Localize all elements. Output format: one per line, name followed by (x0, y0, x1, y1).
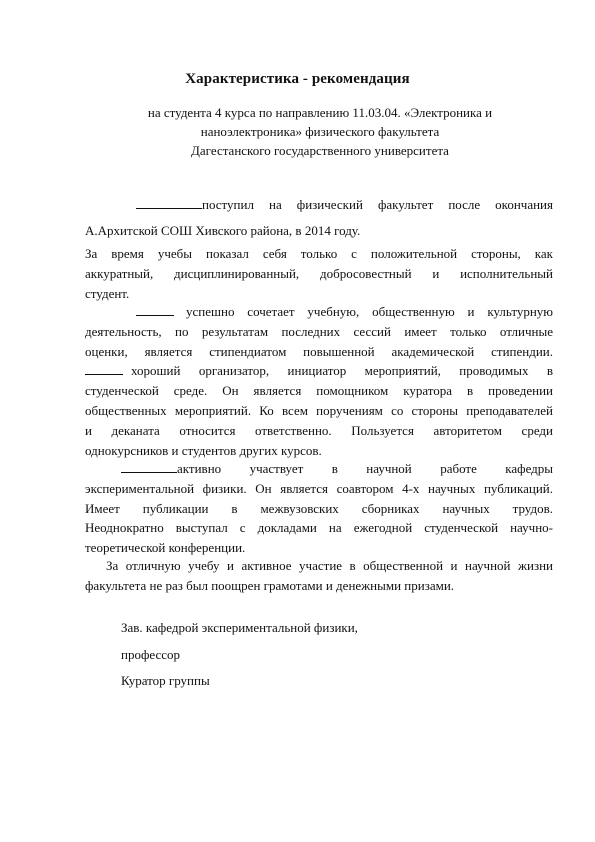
paragraph-text: хороший организатор, инициатор мероприятий, проводимых в (131, 363, 553, 379)
subtitle-line: наноэлектроника» физического факультета (200, 124, 440, 139)
paragraph-line: студенческой среде. Он является помощником куратора в проведении (85, 383, 553, 399)
paragraph-line: общественных мероприятий. Ко всем поручениям со стороны преподавателей (85, 402, 553, 418)
subtitle-line: Дагестанского государственного университета (191, 143, 449, 158)
paragraph-text: успешно сочетает учебную, общественную и культурную (186, 304, 553, 319)
paragraph-line: однокурсников и студентов других курсов. (85, 442, 322, 458)
name-blank (136, 196, 202, 209)
paragraph-line: факультета не раз был поощрен грамотами и денежными призами. (85, 577, 455, 593)
paragraph-line: и деканата относится ответственно. Пользуется авторитетом среди (85, 422, 553, 438)
paragraph-line: аккуратный, дисциплинированный, добросовестный и исполнительный (85, 265, 553, 281)
paragraph-line (85, 195, 553, 215)
paragraph-line (85, 361, 553, 381)
paragraph-text: участвует (249, 461, 304, 476)
document-title: Характеристика - рекомендация (185, 71, 410, 87)
name-blank (85, 362, 123, 375)
paragraph-text: активно (177, 461, 222, 476)
paragraph-line: деятельность, по результатам последних сессий имеет только отличные (85, 323, 553, 339)
signature-curator: Куратор группы (121, 673, 210, 688)
paragraph-text: работе (440, 461, 477, 476)
paragraph-character (85, 244, 553, 303)
paragraph-line: экспериментальной физики. Он является соавтором 4-х научных публикаций. (85, 480, 553, 496)
name-blank (121, 460, 177, 473)
paragraph-line (85, 459, 553, 479)
paragraph-enrollment (85, 195, 553, 241)
paragraph-text: научной (366, 461, 412, 476)
paragraph-line: За отличную учебу и активное участие в общественной и научной жизни (106, 558, 553, 573)
paragraph-text: в (331, 461, 338, 476)
document-subtitle (110, 103, 530, 160)
paragraph-line (85, 302, 553, 322)
paragraph-text: кафедры (505, 461, 554, 476)
name-blank (136, 303, 174, 316)
paragraph-line: А.Архитской СОШ Хивского района, в 2014 году. (85, 222, 361, 238)
paragraph-awards (85, 556, 553, 596)
paragraph-line: Неоднократно выступал с докладами на ежегодной студенческой научно- (85, 520, 553, 536)
paragraph-research (85, 459, 553, 558)
paragraph-line: Имеет публикации в межвузовских сборниках научных трудов. (85, 500, 553, 516)
signature-head: Зав. кафедрой экспериментальной физики, (121, 620, 358, 635)
paragraph-line: теоретической конференции. (85, 540, 246, 556)
subtitle-line: на студента 4 курса по направлению 11.03.04. «Электроника и (147, 105, 493, 120)
signature-rank: профессор (121, 647, 181, 662)
paragraph-text: поступил на физический факультет после окончания (202, 197, 553, 212)
paragraph-line: студент. (85, 285, 130, 301)
paragraph-line: За время учебы показал себя только с положительной стороны, как (85, 246, 553, 261)
paragraph-studies (85, 302, 553, 460)
paragraph-line: оценки, является стипендиатом повышенной академической стипендии. (85, 343, 553, 359)
